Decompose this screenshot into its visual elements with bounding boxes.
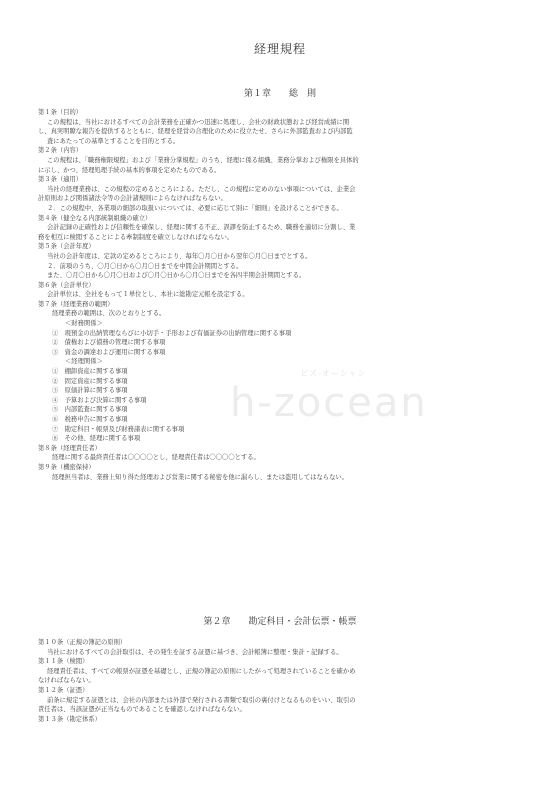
chapter-2-text-line: 第１３条（勘定体系） (38, 715, 101, 723)
watermark-subtext: ビズ-オーシャン (300, 369, 367, 378)
document-title: 経理規程 (253, 42, 306, 56)
chapter-2-text-line: 経理責任者は、すべての帳票が証憑を基礎とし、正規の簿記の原則にしたがって処理されていることを確かめ (47, 667, 356, 675)
chapter-2-text-line: 第１２条（証憑） (38, 686, 89, 694)
chapter-1-text-line: ① 棚卸資産に関する事項 (52, 368, 128, 376)
chapter-1-text-line: 当社の会計年度は、定款の定めるところにより、毎年〇月〇日から翌年〇月〇日までとする。 (47, 252, 312, 260)
chapter-1-text-line: ⑦ 勘定科目・帳票及び財務諸表に関する事項 (52, 425, 185, 433)
chapter-1-text-line: 第５条（会計年度） (38, 243, 95, 251)
chapter-1-text-line: 当社の経理業務は、この規程の定めるところによる。ただし、この規程に定めのない事項については、企業会 (47, 185, 356, 193)
chapter-1-text-line: 経理業務の範囲は、次のとおりとする。 (52, 310, 166, 318)
chapter-1-text-line: 経理に関する最終責任者は〇〇〇〇とし、経理責任者は〇〇〇〇とする。 (52, 454, 260, 462)
chapter-1-text-line: ２．この規程中、各業項の細部の取扱いについては、必要に応じて別に「細則」を設けることができる。 (47, 204, 343, 212)
chapter-1-text-line: し、真実明瞭な報告を提供するとともに、経理を経営の合理化のために役立たせ、さらに外部監査および内部監 (38, 128, 353, 136)
chapter-1-body (38, 108, 522, 482)
chapter-1-heading: 第１章 総 則 (243, 89, 316, 99)
watermark-logo: h-zocean (230, 380, 428, 426)
chapter-2-text-line: 責任者は、当該証憑が正当なものであることを確認しなければならない。 (38, 706, 246, 714)
chapter-1-text-line: 会計記録の正確性および信頼性を確保し、経理に関する不正、誤謬を防止するため、職務を適切に分割し、業 (47, 224, 356, 232)
chapter-2-heading: 第２章 勘定科目・会計伝票・帳票 (203, 617, 357, 627)
chapter-1-text-line: ⑤ 内部監査に関する事項 (52, 406, 128, 414)
chapter-1-text-line: ③ 資金の調達および運用に関する事項 (52, 348, 166, 356)
chapter-1-text-line: ＜経理関係＞ (65, 358, 103, 366)
chapter-1-text-line: ⑧ その他、経理に関する事項 (52, 435, 141, 443)
chapter-1-text-line: ＜財務関係＞ (65, 320, 103, 328)
chapter-1-text-line: 第８条（経理責任者） (38, 444, 101, 452)
chapter-1-text-line: 会計単位は、全社をもって１単位とし、本社に総勘定元帳を設定する。 (47, 291, 249, 299)
chapter-1-text-line: ⑥ 税務申告に関する事項 (52, 416, 128, 423)
chapter-1-text-line: ① 現預金の出納管理ならびに小切手・手形および有価証券の出納管理に関する事項 (52, 329, 292, 337)
chapter-1-text-line: 第４条（健全なる内部統制組織の確立） (38, 214, 152, 222)
chapter-1-text-line: ② 債権および債務の管理に関する事項 (52, 339, 166, 347)
chapter-1-text-line: 経理担当者は、業務上知り得た経理および営業に関する秘密を他に漏らし、または盗用してはならない。 (52, 473, 348, 481)
chapter-1-text-line: 務を相互に検閲することによる牽制制度を確立しなければならない。 (38, 233, 234, 241)
chapter-2-body (38, 638, 522, 724)
chapter-1-text-line: 計原則および関係諸法令等の会計諸規則によらなければならない。 (38, 195, 227, 203)
chapter-1-text-line: に示し、かつ、経理処理手続の基本的事項を定めたものである。 (38, 166, 221, 174)
chapter-1-text-line: この規程は、「職務権限規程」および「業務分掌規程」のうち、経理に係る組織、業務分掌および権限を具体的 (47, 156, 359, 164)
chapter-1-text-line: 第９条（機密保持） (38, 463, 95, 471)
chapter-2-text-line: 第１０条（正規の簿記の原則） (38, 639, 127, 646)
chapter-1-text-line: 査にあたっての基準とすることを目的とする。 (47, 137, 180, 145)
chapter-1-text-line: 第１条（目的） (38, 109, 83, 116)
chapter-2-text-line: 第１１条（検閲） (38, 658, 89, 666)
chapter-1-text-line: 第７条（経理業務の範囲） (38, 300, 114, 308)
chapter-1-text-line: 第３条（適用） (38, 176, 83, 184)
chapter-1-text-line: ④ 予算および決算に関する事項 (52, 396, 147, 404)
chapter-2-text-line: 前条に規定する証憑とは、会社の内部または外部で発行される書類で取引の裏付けとなるものをいい、取引の (47, 696, 356, 704)
chapter-1-text-line: 第６条（会計単位） (38, 281, 95, 289)
chapter-1-text-line: ② 固定資産に関する事項 (52, 377, 128, 385)
chapter-1-text-line: また、〇月〇日から〇月〇日および〇月〇日から〇月〇日までを各四半期会計期間とする。 (47, 272, 306, 280)
chapter-1-text-line: ③ 原価計算に関する事項 (52, 387, 128, 395)
chapter-1-text-line: 第２条（内容） (38, 147, 83, 155)
chapter-2-text-line: なければならない。 (38, 677, 95, 685)
chapter-1-text-line: ２．前項のうち、〇月〇日から〇月〇日までを中間会計期間とする。 (47, 262, 243, 270)
chapter-2-text-line: 当社におけるすべての会計取引は、その発生を証する証憑に基づき、会計帳簿に整理・集計・記録する。 (47, 648, 343, 656)
chapter-1-text-line: この規程は、当社におけるすべての会計業務を正確かつ迅速に処理し、会社の財政状態および経営成績に関 (47, 118, 350, 126)
